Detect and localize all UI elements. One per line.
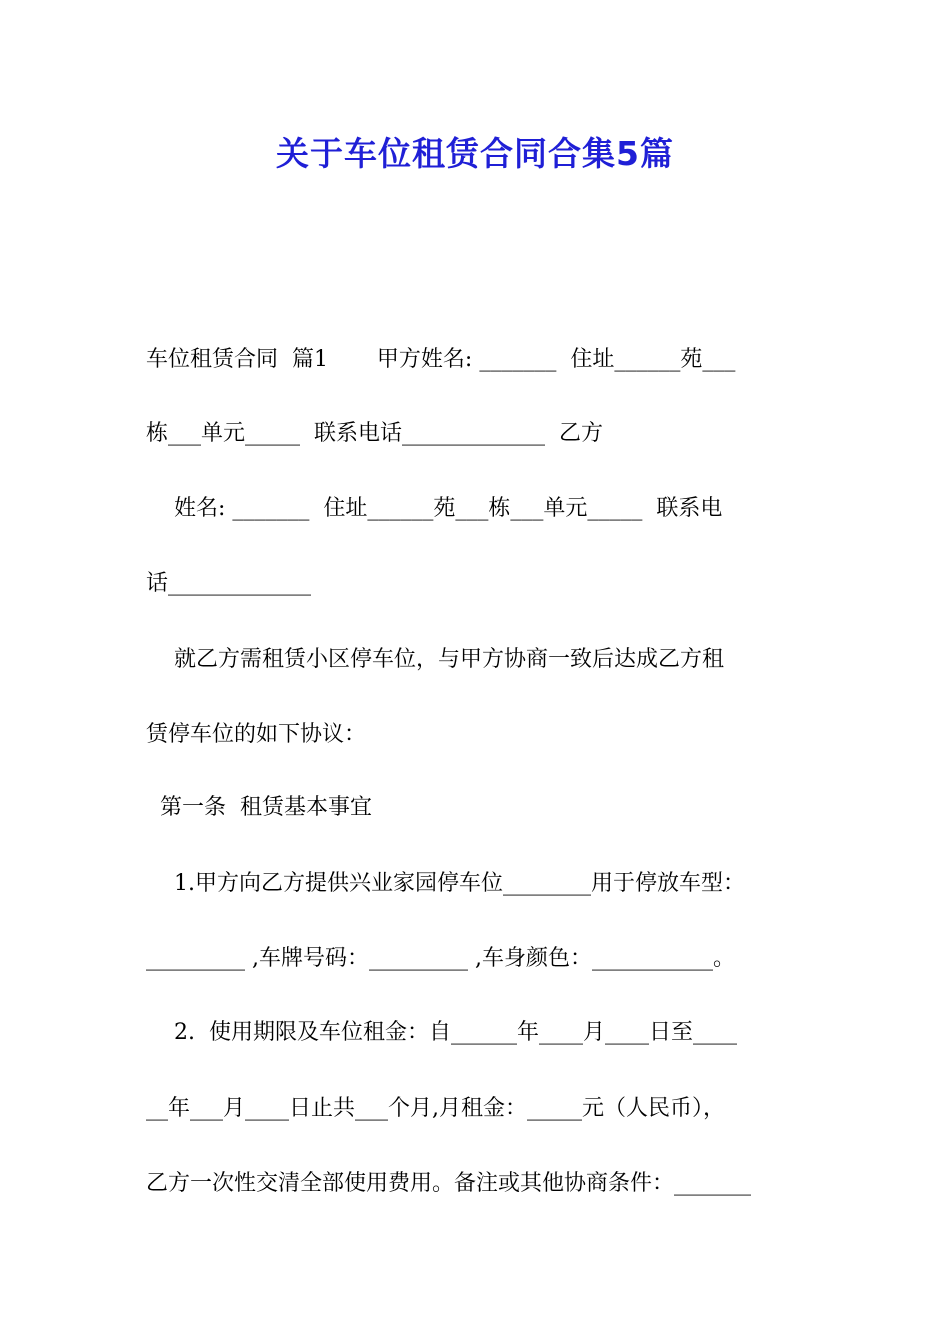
document-title: 关于车位租赁合同合集5篇 [276,134,674,173]
contract-line-10: 2. 使用期限及车位租金：自______年____月____日至____ [146,1020,737,1045]
contract-line-6: 赁停车位的如下协议： [146,722,367,747]
contract-line-4: 话_____________ [146,571,312,596]
contract-line-3: 姓名: _______ 住址______苑___栋___单元_____ 联系电 [146,496,723,521]
contract-line-2: 栋___单元_____ 联系电话_____________ 乙方 [146,421,603,446]
contract-line-9: _________ ,车牌号码：_________ ,车身颜色：___________。 [146,946,735,971]
contract-line-12: 乙方一次性交清全部使用费用。备注或其他协商条件：_______ [146,1171,752,1196]
contract-line-11: __年___月____日止共___个月,月租金：_____元（人民币）， [146,1096,725,1121]
contract-line-1: 车位租赁合同 篇1 甲方姓名: _______ 住址______苑___ [146,347,736,372]
contract-line-8: 1.甲方向乙方提供兴业家园停车位________用于停放车型： [146,871,745,896]
article-heading: 第一条 租赁基本事宜 [146,795,372,820]
contract-line-5: 就乙方需租赁小区停车位，与甲方协商一致后达成乙方租 [146,647,724,672]
